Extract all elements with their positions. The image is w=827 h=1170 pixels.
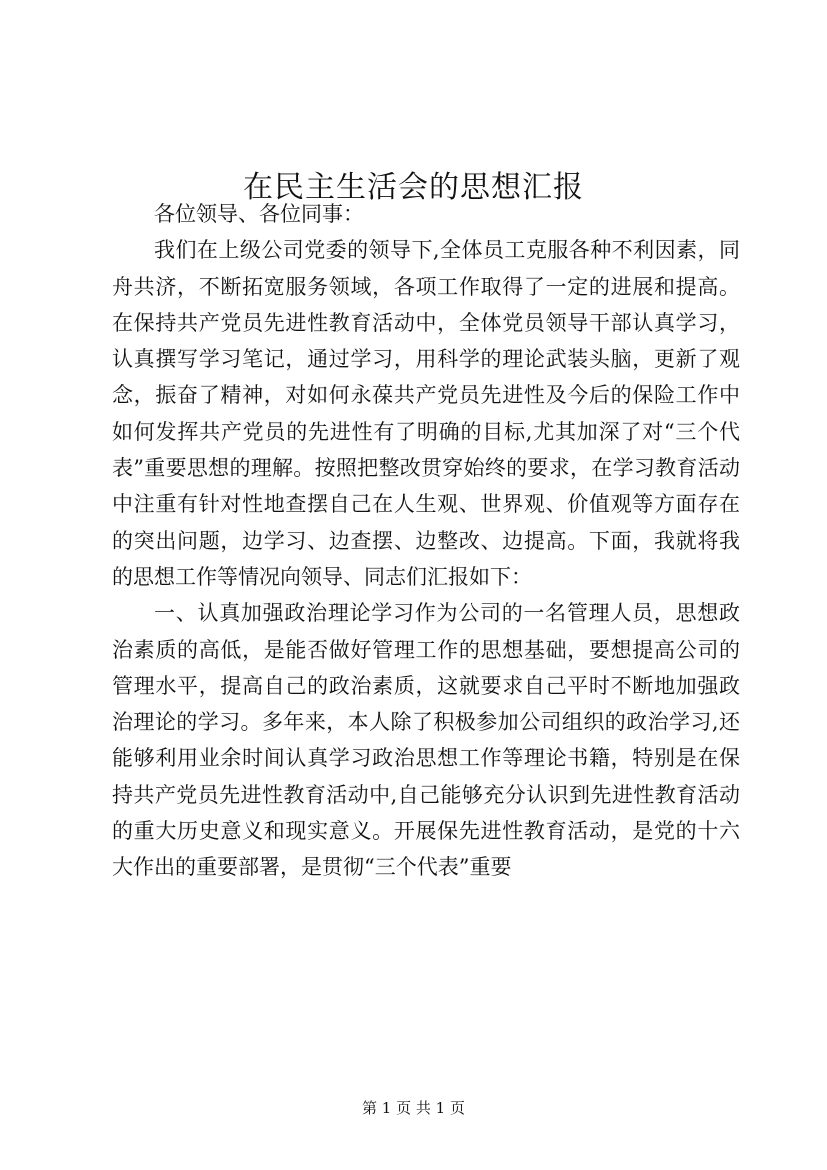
body-paragraph-2: 一、认真加强政治理论学习作为公司的一名管理人员，思想政治素质的高低，是能否做好管理工作的思想基础，要想提高公司的管理水平，提高自己的政治素质，这就要求自己平时不断地加强政治理论的学习。多年来，本人除了积极参加公司组织的政治学习,还能够利用业余时间认真学习政治思想工作等理论书籍，特别是在保持共产党员先进性教育活动中,自己能够充分认识到先进性教育活动的重大历史意义和现实意义。开展保先进性教育活动，是党的十六大作出的重要部署，是贯彻“三个代表”重要: [112, 601, 740, 880]
page-footer: 第 1 页 共 1 页: [362, 1099, 465, 1117]
greeting-line: 各位领导、各位同事：: [154, 202, 364, 226]
document-body: [112, 196, 740, 886]
document-title: 在民主生活会的思想汇报: [243, 170, 584, 206]
body-paragraph-1: 我们在上级公司党委的领导下,全体员工克服各种不利因素，同舟共济，不断拓宽服务领域，各项工作取得了一定的进展和提高。在保持共产党员先进性教育活动中，全体党员领导干部认真学习，认真撰写学习笔记，通过学习，用科学的理论武装头脑，更新了观念，振奋了精神，对如何永葆共产党员先进性及今后的保险工作中如何发挥共产党员的先进性有了明确的目标,尤其加深了对“三个代表”重要思想的理解。按照把整改贯穿始终的要求，在学习教育活动中注重有针对性地查摆自己在人生观、世界观、价值观等方面存在的突出问题，边学习、边查摆、边整改、边提高。下面，我就将我的思想工作等情况向领导、同志们汇报如下：: [112, 238, 740, 589]
